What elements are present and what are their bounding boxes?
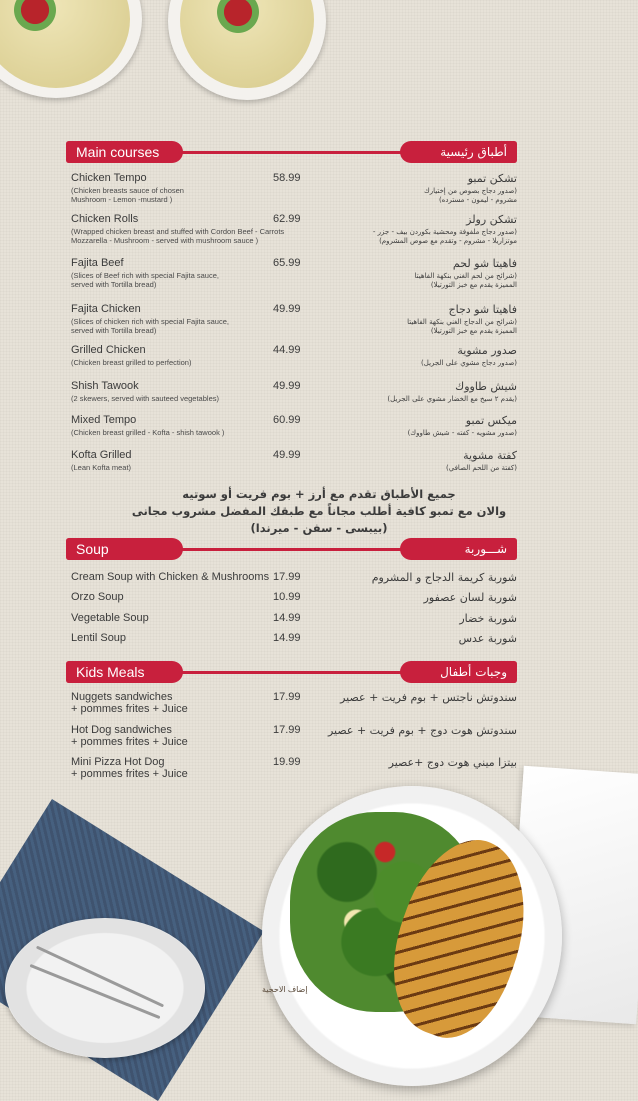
item-name-en: Mini Pizza Hot Dog [71,756,165,768]
item-description-ar: (شرائح من لحم الغني بنكهة الفاهيتا [414,272,517,280]
soup-item [71,591,517,607]
item-description-en: (Chicken breast grilled to perfection) [71,358,192,367]
item-description-ar: (صدور دجاج بصوص من إختيارك [423,187,517,195]
soup-bowl-right-image [168,0,326,100]
empty-plate-image [5,918,205,1058]
item-price: 17.99 [273,691,301,703]
item-name-en: Nuggets sandwiches [71,691,173,703]
item-description-ar: (صدور دجاج مشوي على الجريل) [421,359,517,367]
promo-line-1: جميع الأطباق تقدم مع أرز + بوم فريت أو سوتيه [182,487,456,501]
banner-line [176,548,407,551]
item-name-en: Shish Tawook [71,380,139,392]
item-description-en: Mushroom - Lemon -mustard ) [71,195,173,204]
promo-line-2: والان مع تمبو كافية أطلب مجاناً مع طبقك المفضل مشروب مجانى [131,504,507,518]
item-description-en: + pommes frites + Juice [71,703,188,715]
item-name-ar: شيش طاووك [455,380,517,393]
soup-title-en: Soup [66,538,183,560]
item-description-en: served with Tortilla bread) [71,326,157,335]
item-description-en: served with Tortilla bread) [71,280,157,289]
item-price: 49.99 [273,303,301,315]
item-name-en: Grilled Chicken [71,344,146,356]
kids-meals-title-ar: وجبات أطفال [400,661,517,683]
item-description-ar: (شرائح من الدجاج الغني بنكهة الفاهيتا [407,318,517,326]
item-description-en: Mozzarella - Mushroom - served with mushroom sauce ) [71,236,259,245]
item-name-ar: كفتة مشوية [463,449,517,462]
item-price: 17.99 [273,571,301,583]
item-name-en: Kofta Grilled [71,449,132,461]
item-name-en: Chicken Rolls [71,213,139,225]
photo-caption: إضاف الاحجية [262,985,308,994]
item-description-en: (2 skewers, served with sauteed vegetables) [71,394,219,403]
item-description-en: (Slices of chicken rich with special Fajita sauce, [71,317,229,326]
soup-item [71,632,517,648]
item-description-ar: (يقدم ٢ سيخ مع الخضار مشوي على الجريل) [387,395,517,403]
item-name-ar: تشكن رولز [466,213,517,226]
banner-line [176,151,407,154]
main-course-item [71,172,517,208]
item-name-en: Orzo Soup [71,591,124,603]
main-course-item [71,213,517,249]
item-description-en: (Chicken breast grilled - Kofta - shish tawook ) [71,428,225,437]
item-name-en: Chicken Tempo [71,172,147,184]
item-price: 10.99 [273,591,301,603]
item-name-en: Mixed Tempo [71,414,137,426]
soup-item [71,571,517,587]
item-description-en: + pommes frites + Juice [71,768,188,780]
main-course-item [71,303,517,339]
item-name-ar: ميكس تمبو [465,414,517,427]
main-courses-title-en: Main courses [66,141,183,163]
item-price: 62.99 [273,213,301,225]
item-name-ar: شوربة خضار [459,612,517,625]
item-description-ar: (صدور دجاج ملفوفة ومحشية بكوردن بيف - جزر - [372,228,517,236]
item-name-ar: فاهيتا شو لحم [452,257,517,270]
soup-bowl-left-image [0,0,142,98]
item-name-en: Fajita Chicken [71,303,141,315]
item-name-ar: صدور مشوية [457,344,517,357]
item-description-en: (Wrapped chicken breast and stuffed with Cordon Beef - Carrots [71,227,285,236]
kids-meals-title-en: Kids Meals [66,661,183,683]
main-course-item [71,257,517,293]
item-price: 65.99 [273,257,301,269]
item-description-ar: (صدور مشويه - كفته - شيش طاووك) [407,429,517,437]
item-description-en: (Lean Kofta meat) [71,463,132,472]
item-name-ar: فاهيتا شو دجاج [448,303,517,316]
item-description-ar: المميزة يقدم مع خبز التورتيلا) [430,327,517,335]
item-name-en: Cream Soup with Chicken & Mushrooms [71,571,270,583]
item-price: 17.99 [273,724,301,736]
item-description-ar: (كفتة من اللحم الصافي) [446,464,517,472]
item-name-en: Fajita Beef [71,257,124,269]
item-price: 14.99 [273,612,301,624]
promo-line-3: (بيبسى - سفن - ميرندا) [250,521,388,535]
item-price: 14.99 [273,632,301,644]
item-name-ar: سندوتش هوت دوج + بوم فريت + عصير [327,724,517,737]
banner-line [176,671,407,674]
item-name-ar: شوربة عدس [458,632,517,645]
soup-banner [66,538,517,560]
item-description-en: (Slices of Beef rich with special Fajita sauce, [71,271,219,280]
item-price: 19.99 [273,756,301,768]
kids-meal-item [71,756,517,784]
main-courses-banner [66,141,517,163]
kids-meal-item [71,691,517,719]
item-price: 60.99 [273,414,301,426]
item-description-ar: المميزة يقدم مع خبز التورتيلا) [430,281,517,289]
item-price: 49.99 [273,380,301,392]
item-description-ar: مشروم - ليمون - مسترده) [438,196,517,204]
item-name-ar: بيتزا ميني هوت دوج +عصير [388,756,517,769]
main-course-item [71,414,517,450]
main-course-item [71,380,517,416]
item-name-en: Lentil Soup [71,632,127,644]
soup-title-ar: شـــوربة [400,538,517,560]
main-course-item [71,449,517,485]
main-course-item [71,344,517,380]
item-description-en: + pommes frites + Juice [71,736,188,748]
main-courses-title-ar: أطباق رئيسية [400,141,517,163]
item-name-ar: سندوتش ناجتس + بوم فريت + عصير [340,691,517,704]
item-name-en: Hot Dog sandwiches [71,724,172,736]
kids-meal-item [71,724,517,752]
item-price: 49.99 [273,449,301,461]
kids-meals-banner [66,661,517,683]
item-name-ar: تشكن تمبو [467,172,517,185]
item-description-ar: موتزاريلا - مشروم - وتقدم مع صوص المشروم) [379,237,517,245]
item-name-ar: شوربة كريمة الدجاج و المشروم [371,571,517,584]
item-name-ar: شوربة لسان عصفور [423,591,517,604]
item-description-en: (Chicken breasts sauce of chosen [71,186,184,195]
item-name-en: Vegetable Soup [71,612,149,624]
item-price: 58.99 [273,172,301,184]
item-price: 44.99 [273,344,301,356]
soup-item [71,612,517,628]
